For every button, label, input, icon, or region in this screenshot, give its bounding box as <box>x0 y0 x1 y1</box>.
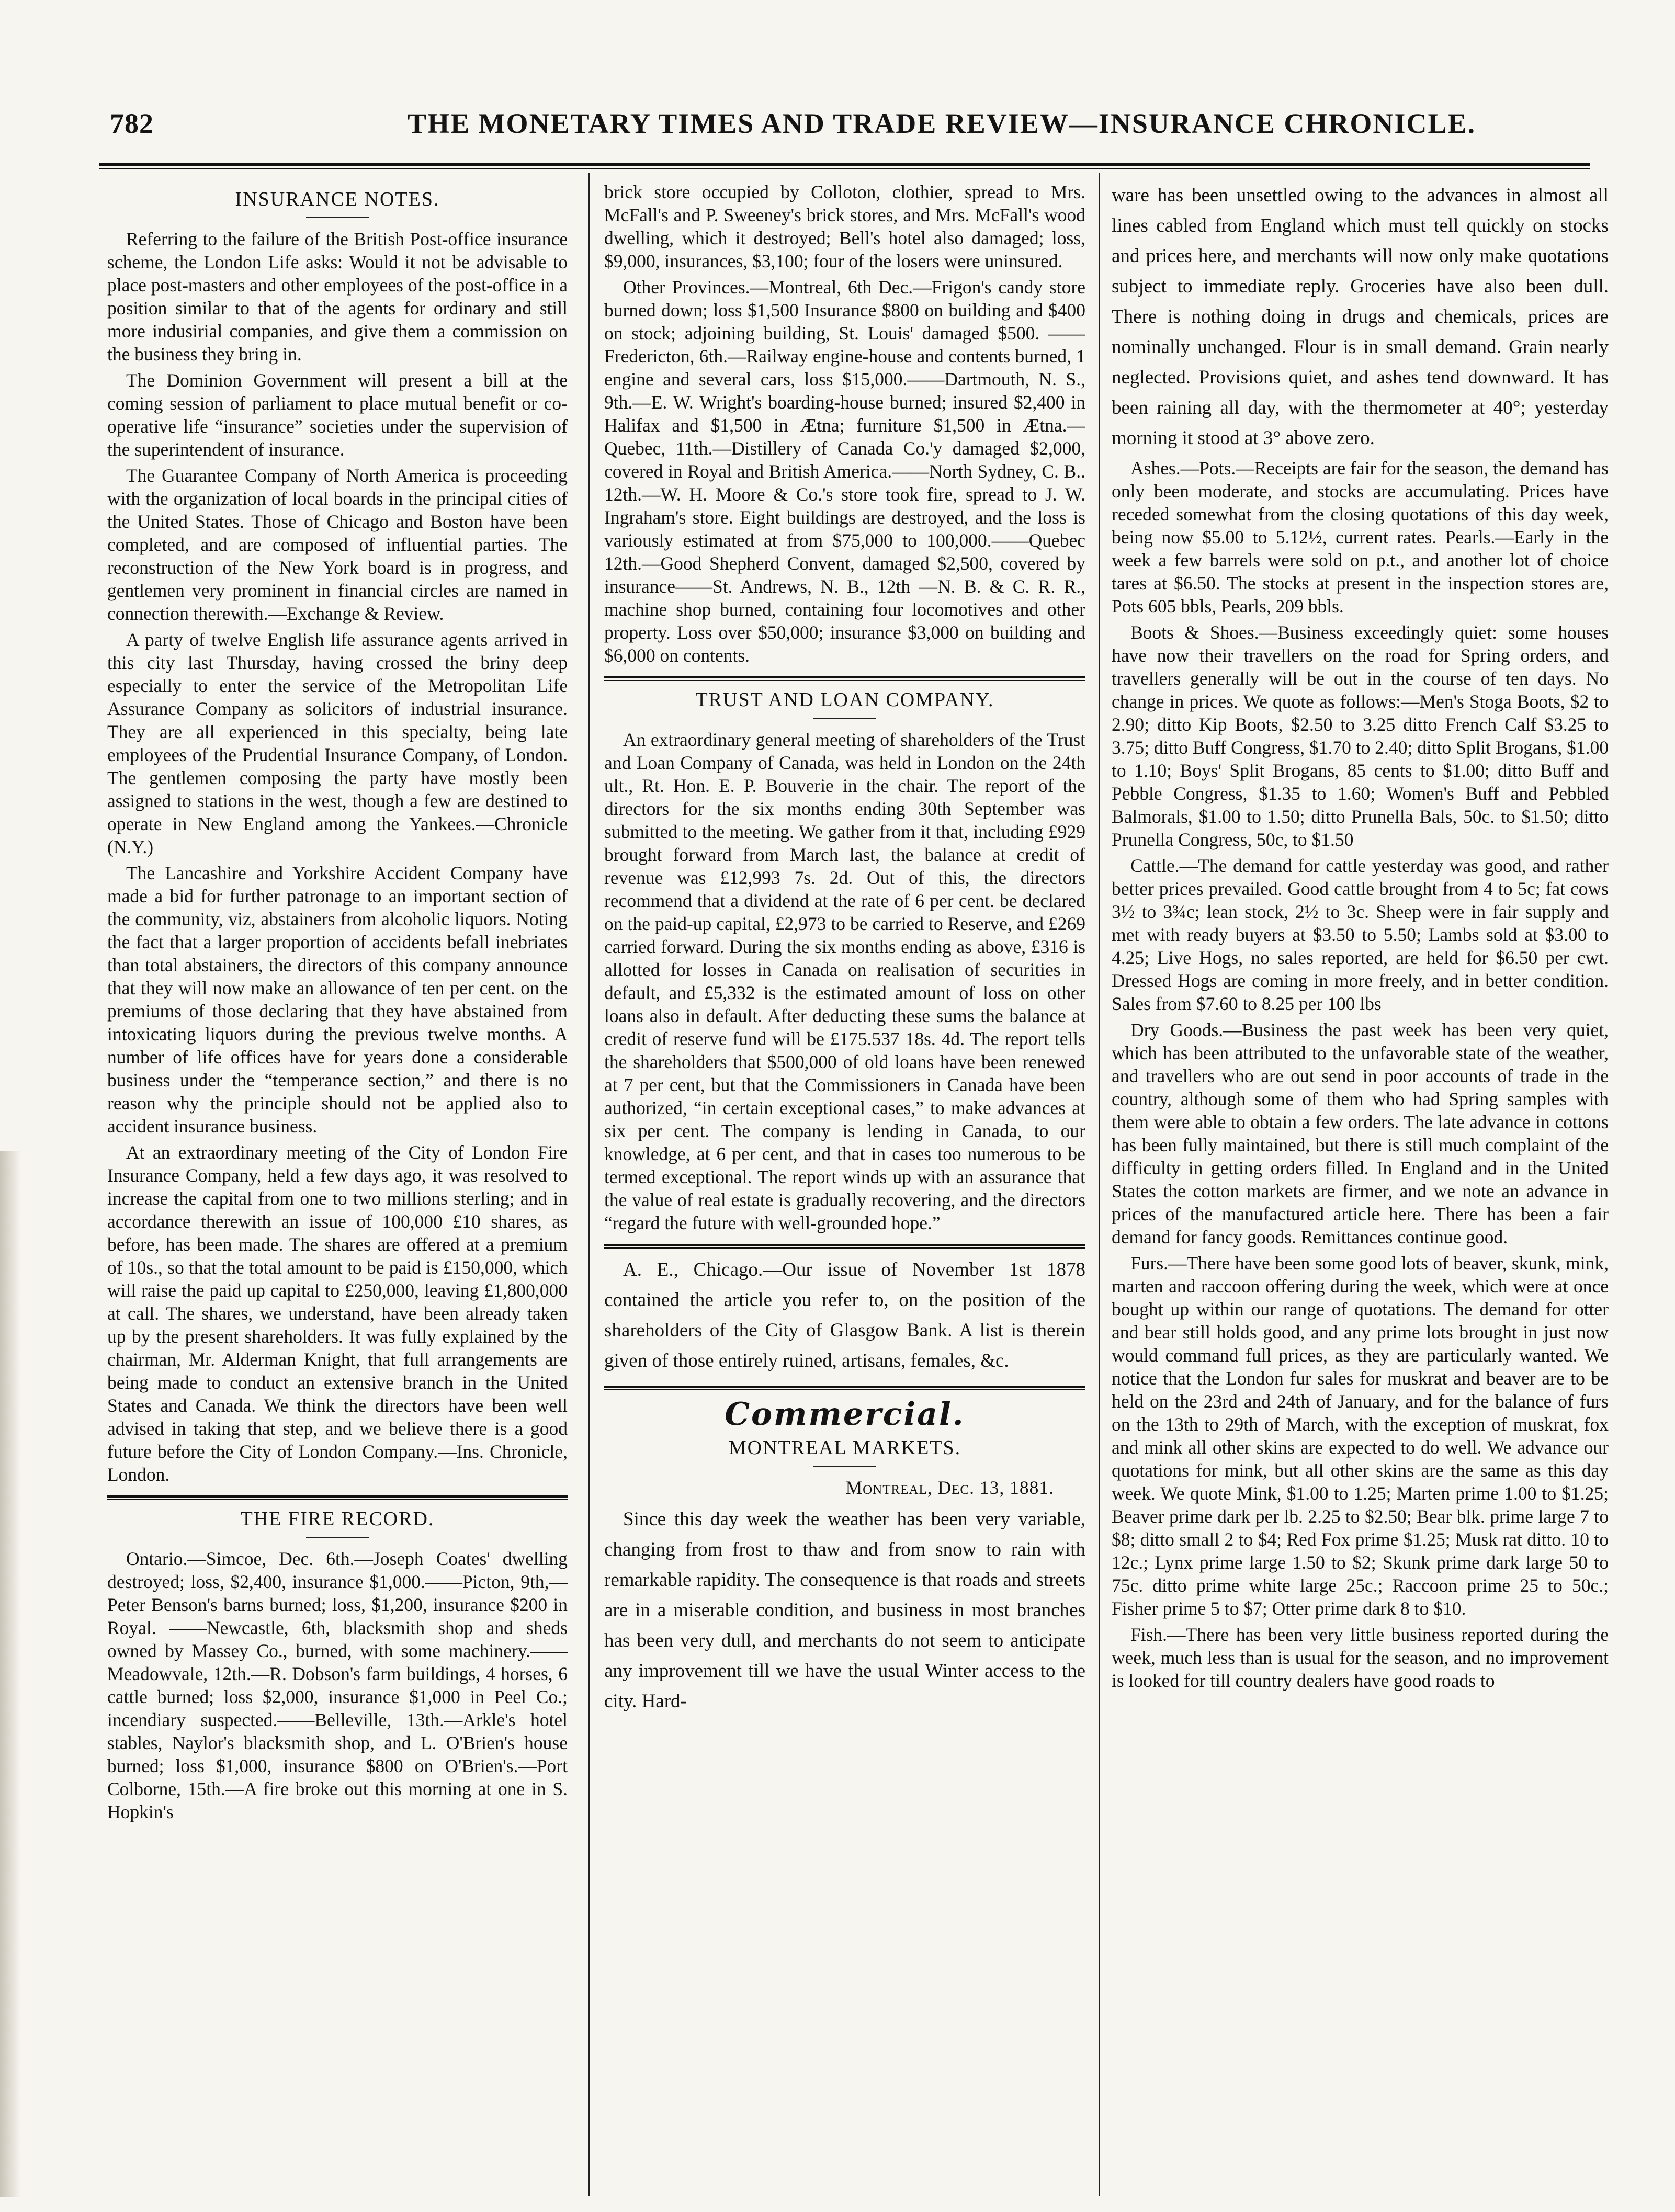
article-paragraph: A party of twelve English life assurance agents arrived in this city last Thursday, having crossed the briny deep especially to enter the service of the Metropolitan Life Assurance Company as solicitors of industrial insurance. They are all experienced in this specialty, being late employees of the Prudential Insurance Company, of London. The gentlemen composing the party have mostly been assigned to stations in the west, though a few are destined to operate in New England among the Yankees.—Chronicle (N.Y.) <box>107 629 568 857</box>
article-paragraph: Other Provinces.—Montreal, 6th Dec.—Frigon's candy store burned down; loss $1,500 Insurance $800 on building and $400 on stock; adjoining building, St. Louis' damaged $500. ——Fredericton, 6th.—Railway engine-house and contents burned, 1 engine and several cars, loss $15,000.——Dartmouth, N. S., 9th.—E. W. Wright's boarding-house burned; insured $2,400 in Halifax and $1,500 in Ætna; furniture $1,500 in Ætna.— Quebec, 11th.—Distillery of Canada Co.'y damaged $2,000, covered in Royal and British America.——North Sydney, C. B.. 12th.—W. H. Moore & Co.'s store took fire, spread to J. W. Ingraham's store. Eight buildings are destroyed, and the loss is variously estimated at from $75,000 to 100,000.——Quebec 12th.—Good Shepherd Convent, damaged $2,500, covered by insurance——St. Andrews, N. B., 12th —N. B. & C. R. R., machine shop burned, containing four locomotives and other property. Loss over $50,000; insurance $3,000 on building and $6,000 on contents. <box>604 277 1085 666</box>
article-paragraph: The Lancashire and Yorkshire Accident Company have made a bid for further patronage to an important section of the community, viz, abstainers from alcoholic liquors. Noting the fact that a larger proportion of accidents befall inebriates than total abstainers, the directors of this company announce that they will now make an allowance of ten per cent. on the premiums of those declaring that they have abstained from intoxicating liquors during the previous twelve months. A number of life offices have for years done a considerable business under the “temperance section,” and there is no reason why the principle should not be applied also to accident insurance business. <box>107 863 568 1137</box>
article-paragraph: ware has been unsettled owing to the advances in almost all lines cabled from England which must tell quickly on stocks and prices here, and merchants will now only make quotations subject to immediate reply. Groceries have also been dull. There is nothing doing in drugs and chemicals, prices are nominally unchanged. Flour is in small demand. Grain nearly neglected. Provisions quiet, and ashes tend downward. It has been raining all day, with the thermometer at 40°; yesterday morning it stood at 3° above zero. <box>1112 185 1609 449</box>
running-title: THE MONETARY TIMES AND TRADE REVIEW—INSURANCE CHRONICLE. <box>408 108 1476 139</box>
header-rule <box>99 163 1590 169</box>
article-paragraph: The Dominion Government will present a bill at the coming session of parliament to place mutual benefit or co-operative life “insurance” societies under the supervision of the superintendent of insurance. <box>107 370 568 460</box>
article-paragraph: An extraordinary general meeting of shareholders of the Trust and Loan Company of Canada, was held in London on the 24th ult., Rt. Hon. E. P. Bouverie in the chair. The report of the directors for the six months ending 30th September was submitted to the meeting. We gather from it that, including £929 brought forward from March last, the balance at credit of revenue was £12,993 7s. 2d. Out of this, the directors recommend that a dividend at the rate of 6 per cent. be declared on the paid-up capital, £2,973 to be carried to Reserve, and £269 carried forward. During the six months ending as above, £316 is allotted for losses in Canada on realisation of securities in default, and £5,332 is the estimated amount of loss on other loans also in default. After deducting these sums the balance at credit of reserve fund will be £175.537 18s. 4d. The report tells the shareholders that $500,000 of old loans have been renewed at 7 per cent, but that the Commissioners in Canada have been authorized, “in certain exceptional cases,” to make advances at six per cent. The company is lending in Canada, to our knowledge, at 6 per cent, and that in cases too numerous to be termed exceptional. The report winds up with an assurance that the value of real estate is gradually recovering, and the directors “regard the future with well-grounded hope.” <box>604 729 1085 1233</box>
short-rule <box>813 718 876 719</box>
page-header <box>110 107 1585 154</box>
trust-loan-heading: TRUST AND LOAN COMPANY. <box>695 689 994 711</box>
article-paragraph: Ashes.—Pots.—Receipts are fair for the season, the demand has only been moderate, and stocks are accumulating. Prices have receded somewhat from the closing quotations of this day week, being now $5.00 to 5.12½, current rates. Pearls.—Early in the week a few barrels were sold on p.t., and another lot of choice tares at $6.50. The stocks at present in the inspection stores are, Pots 605 bbls, Pearls, 209 bbls. <box>1112 458 1609 617</box>
article-paragraph: brick store occupied by Colloton, clothier, spread to Mrs. McFall's and P. Sweeney's brick stores, and Mrs. McFall's wood dwelling, which it destroyed; Bell's hotel also damaged; loss, $9,000, insurances, $3,100; four of the losers were uninsured. <box>604 182 1085 271</box>
section-rule <box>604 1386 1085 1390</box>
article-paragraph: Dry Goods.—Business the past week has been very quiet, which has been attributed to the unfavorable state of the weather, and travellers who are out send in poor accounts of trade in the country, although some of them who had Spring samples with them were able to obtain a few orders. The late advance in cottons has been fully maintained, but there is still much complaint of the difficulty in getting orders filled. In England and in the United States the cotton markets are firmer, and we note an advance in prices of the manufactured article here. There has been a fair demand for fancy goods. Remittances continue good. <box>1112 1019 1609 1247</box>
article-paragraph: Boots & Shoes.—Business exceedingly quiet: some houses have now their travellers on the road for Spring orders, and travellers generally will be out in the course of ten days. No change in prices. We quote as follows:—Men's Stoga Boots, $2 to 2.90; ditto Kip Boots, $2.50 to 3.25 ditto French Calf $3.25 to 3.75; ditto Buff Congress, $1.70 to 2.40; ditto Split Brogans, $1.00 to 1.10; Boys' Split Brogans, 85 cents to $1.00; ditto Buff and Pebble Congress, $1.35 to 1.60; Women's Buff and Pebbled Balmorals, $1.00 to 1.50; ditto Prunella Bals, 50c. to $1.50; ditto Prunella Congress, 50c, to $1.50 <box>1112 622 1609 850</box>
article-paragraph: Referring to the failure of the British Post-office insurance scheme, the London Life asks: Would it not be advisable to place post-masters and other employees of the post-office in a position similar to that of the agents for ordinary and still more indusirial companies, and give them a commission on the business they bring in. <box>107 229 568 365</box>
short-rule <box>306 217 369 218</box>
article-paragraph: Cattle.—The demand for cattle yesterday was good, and rather better prices prevailed. Good cattle brought from 4 to 5c; fat cows 3½ to 3¾c; lean stock, 2½ to 3c. Sheep were in fair supply and met with ready buyers at $3.50 to 5.50; Lambs sold at $3.00 to 4.25; Live Hogs, no sales reported, are held for $6.50 per cwt. Dressed Hogs are coming in more freely, and in better condition. Sales from $7.60 to 8.25 per 100 lbs <box>1112 855 1609 1014</box>
column-divider <box>1099 173 1100 2196</box>
article-paragraph: A. E., Chicago.—Our issue of November 1st 1878 contained the article you refer to, on the position of the shareholders of the City of Glasgow Bank. A list is therein given of those entirely ruined, artisans, females, &c. <box>604 1259 1085 1371</box>
article-paragraph: Since this day week the weather has been very variable, changing from frost to thaw and from snow to rain with remarkable rapidity. The consequence is that roads and streets are in a miserable condition, and business in most branches has been very dull, and merchants do not seem to anticipate any improvement till we have the usual Winter access to the city. Hard- <box>604 1508 1085 1712</box>
commercial-heading: Commercial. <box>725 1396 965 1433</box>
article-paragraph: Ontario.—Simcoe, Dec. 6th.—Joseph Coates' dwelling destroyed; loss, $2,400, insurance $1,000.——Picton, 9th,—Peter Benson's barns burned; loss, $1,200, insurance $200 in Royal. ——Newcastle, 6th, blacksmith shop and sheds owned by Massey Co., burned, with some machinery.——Meadowvale, 12th.—R. Dobson's farm buildings, 4 horses, 6 cattle burned; loss $2,000, insurance $1,000 in Peel Co.; incendiary suspected.——Belleville, 13th.—Arkle's hotel stables, Naylor's blacksmith shop, and L. O'Brien's house burned; loss $1,000, insurance $800 on O'Brien's.—Port Colborne, 15th.—A fire broke out this morning at one in S. Hopkin's <box>107 1548 568 1822</box>
binding-shadow <box>0 1151 21 2197</box>
page-number: 782 <box>110 108 154 139</box>
column-3 <box>1112 180 1609 2191</box>
article-paragraph: At an extraordinary meeting of the City of London Fire Insurance Company, held a few days ago, it was resolved to increase the capital from one to two millions sterling; and in accordance therewith an issue of 100,000 £10 shares, as before, has been made. The shares are offered at a premium of 10s., so that the total amount to be paid is £150,000, which will raise the paid up capital to £250,000, leaving £1,800,000 at call. The shares, we understand, have been already taken up by the present shareholders. It was fully explained by the chairman, Mr. Alderman Knight, that full arrangements are being made to conduct an extensive branch in the United States and Canada. We think the directors have been well advised in taking that step, and we believe there is a good future before the City of London Company.—Ins. Chronicle, London. <box>107 1142 568 1485</box>
short-rule <box>813 1466 876 1467</box>
montreal-markets-heading: MONTREAL MARKETS. <box>728 1437 961 1459</box>
article-paragraph: The Guarantee Company of North America is proceeding with the organization of local boards in the principal cities of the United States. Those of Chicago and Boston have been completed, and are composed of influential parties. The reconstruction of the New York board is in progress, and gentlemen very prominent in financial circles are named in connection therewith.—Exchange & Review. <box>107 465 568 624</box>
article-paragraph: Furs.—There have been some good lots of beaver, skunk, mink, marten and raccoon offering during the week, which were at once bought up within our range of quotations. The demand for otter and bear still holds good, and any prime lots brought in just now would command full prices, as they are particularly wanted. We notice that the London fur sales for muskrat and beaver are to be held on the 23rd and 24th of January, and for the balance of furs on the 13th to 29th of March, with the exception of muskrat, fox and mink all other skins are expected to do well. We advance our quotations for mink, but all other skins are the same as this day week. We quote Mink, $1.00 to 1.25; Marten prime 1.00 to $1.25; Beaver prime dark per lb. 2.25 to $2.50; Bear blk. prime large 7 to $8; ditto small 2 to $4; Red Fox prime $1.25; Musk rat ditto. 10 to 12c.; Lynx prime large 1.50 to $2; Skunk prime dark large 50 to 75c. ditto prime white large 25c.; Raccoon prime 25 to 50c.; Fisher prime 5 to $7; Otter prime dark 8 to $10. <box>1112 1253 1609 1619</box>
section-rule <box>604 1244 1085 1249</box>
fire-record-heading: THE FIRE RECORD. <box>240 1508 435 1530</box>
column-divider <box>588 173 590 2196</box>
section-rule <box>604 676 1085 681</box>
article-paragraph: Fish.—There has been very little business reported during the week, much less than is usual for the season, and no improvement is looked for till country dealers have good roads to <box>1112 1624 1609 1691</box>
section-rule <box>107 1495 568 1500</box>
column-2 <box>604 180 1085 2191</box>
short-rule <box>306 1537 369 1538</box>
column-1 <box>107 180 568 2191</box>
dateline: Montreal, Dec. 13, 1881. <box>845 1477 1054 1498</box>
insurance-notes-heading: INSURANCE NOTES. <box>235 188 440 210</box>
